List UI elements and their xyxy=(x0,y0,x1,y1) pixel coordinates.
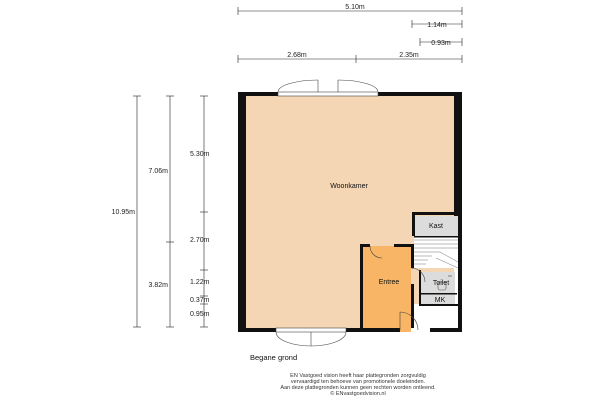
dim-right-small-2: 0.93m xyxy=(431,40,451,47)
floor-title: Begane grond xyxy=(250,353,298,362)
label-entree: Entree xyxy=(378,279,400,286)
room-entree xyxy=(363,246,411,332)
disclaimer-line-3: Aan deze plattegronden kunnen geen rechten worden ontleend. xyxy=(280,385,436,391)
label-toilet: Toilet xyxy=(432,280,450,287)
dim-segment-5: 0.95m xyxy=(190,311,210,318)
dim-segment-1: 5.30m xyxy=(190,151,210,158)
dim-total-depth: 10.95m xyxy=(111,209,135,216)
label-woonkamer: Woonkamer xyxy=(330,183,368,190)
dim-left-width: 2.68m xyxy=(287,52,307,59)
dim-segment-2: 2.70m xyxy=(190,237,210,244)
left-dimensions xyxy=(133,96,208,327)
disclaimer-line-4: © ENvastgoedvision.nl xyxy=(330,391,386,397)
dim-right-width: 2.35m xyxy=(399,52,419,59)
dim-segment-3: 1.22m xyxy=(190,279,210,286)
disclaimer-line-1: EN Vastgoed vision heeft haar plattegronden zorgvuldig xyxy=(290,373,426,379)
disclaimer-line-2: vervaardigd ten behoeve van promotionele doeleinden. xyxy=(290,379,426,385)
dim-segment-4: 0.37m xyxy=(190,297,210,304)
dim-right-small-1: 1.14m xyxy=(427,22,447,29)
dim-depth-living: 7.06m xyxy=(148,168,168,175)
dim-total-width: 5.10m xyxy=(345,4,365,11)
dim-depth-lower: 3.82m xyxy=(148,282,168,289)
label-kast: Kast xyxy=(428,223,444,230)
top-dimensions xyxy=(238,7,462,63)
label-mk: MK xyxy=(434,297,446,304)
